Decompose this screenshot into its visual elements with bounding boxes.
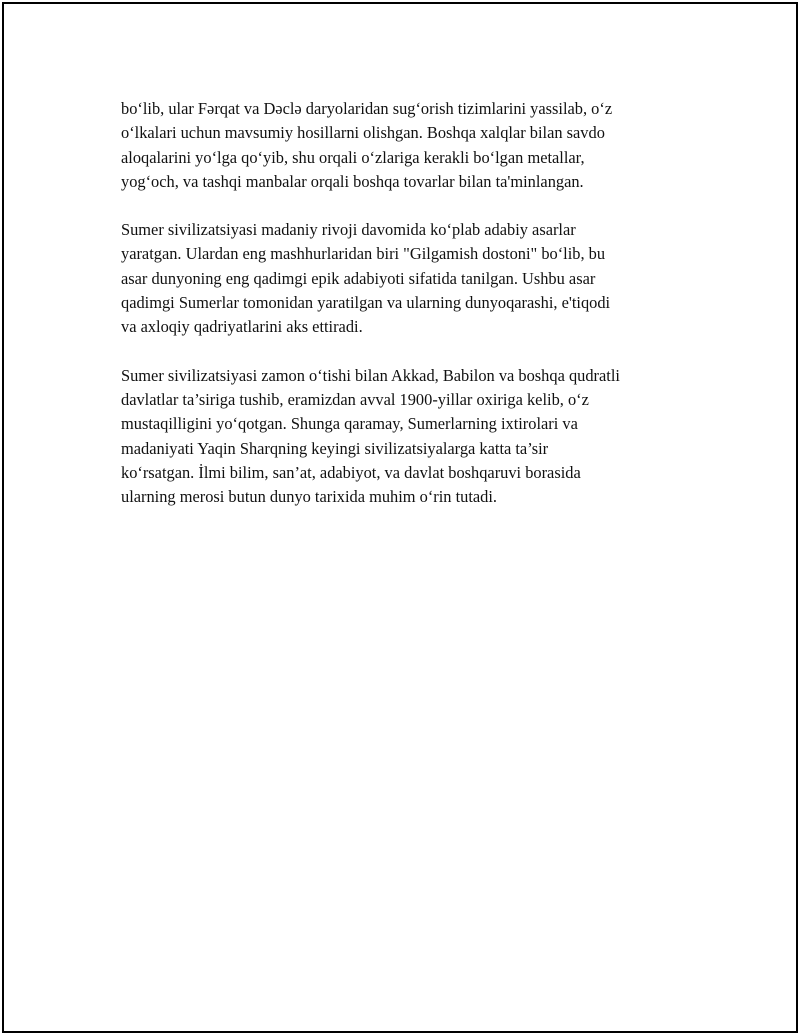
text-line: o‘lkalari uchun mavsumiy hosillarni olishgan. Boshqa xalqlar bilan savdo [121,123,605,143]
text-line: bo‘lib, ular Fərqat va Dəclə daryolaridan sug‘orish tizimlarini yassilab, o‘z [121,99,613,118]
paragraph-1 [121,97,701,194]
text-line: yog‘och, va tashqi manbalar orqali boshqa tovarlar bilan ta'minlangan. [121,171,584,191]
paragraph-3 [121,364,701,510]
text-line: ularning merosi butun dunyo tarixida muhim o‘rin tutadi. [121,487,498,507]
page-frame [2,2,798,1033]
text-line: ko‘rsatgan. İlmi bilim, san’at, adabiyot, va davlat boshqaruvi borasida [121,462,581,482]
text-line: asar dunyoning eng qadimgi epik adabiyoti sifatida tanilgan. Ushbu asar [121,268,596,288]
text-line: va axloqiy qadriyatlarini aks ettiradi. [121,317,363,337]
text-line: davlatlar ta’siriga tushib, eramizdan avval 1900-yillar oxiriga kelib, o‘z [121,389,589,409]
text-line: mustaqilligini yo‘qotgan. Shunga qaramay, Sumerlarning ixtirolari va [121,414,578,434]
document-body [121,97,701,533]
text-line: qadimgi Sumerlar tomonidan yaratilgan va ularning dunyoqarashi, e'tiqodi [121,293,611,313]
text-line: Sumer sivilizatsiyasi madaniy rivoji davomida ko‘plab adabiy asarlar [121,220,576,240]
text-line: aloqalarini yo‘lga qo‘yib, shu orqali o‘zlariga kerakli bo‘lgan metallar, [121,147,585,167]
text-line: madaniyati Yaqin Sharqning keyingi sivilizatsiyalarga katta ta’sir [121,438,549,458]
text-line: yaratgan. Ulardan eng mashhurlaridan biri "Gilgamish dostoni" bo‘lib, bu [121,244,606,264]
text-line: Sumer sivilizatsiyasi zamon o‘tishi bilan Akkad, Babilon va boshqa qudratli [121,365,620,385]
paragraph-2 [121,218,701,339]
